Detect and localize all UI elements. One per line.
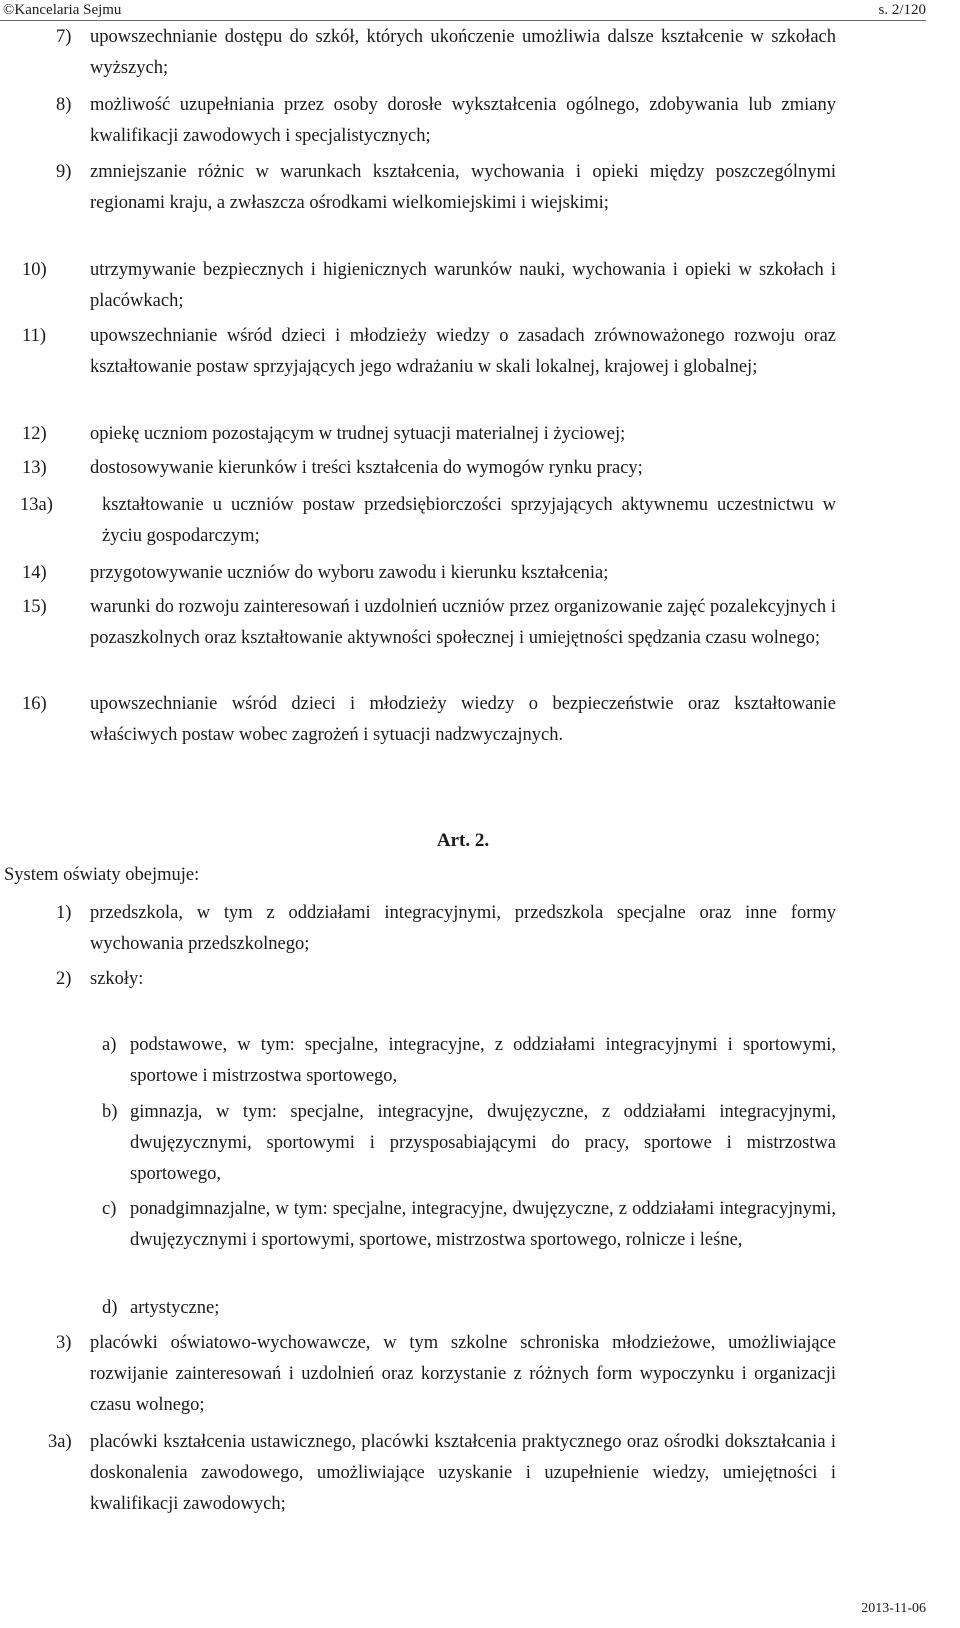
sub-list-item-letter: a) <box>102 1035 117 1055</box>
sub-list-item <box>102 1097 836 1190</box>
list-item-text: opiekę uczniom pozostającym w trudnej sytuacji materialnej i życiowej; <box>90 424 626 444</box>
list-item-text: placówki oświatowo-wychowawcze, w tym szkolne schroniska młodzieżowe, umożliwiające rozwijanie zainteresowań i uzdolnień oraz korzystanie z różnych form wypoczynku i organizacji czasu wolnego; <box>90 1333 836 1415</box>
list-item-text: placówki kształcenia ustawicznego, placówki kształcenia praktycznego oraz ośrodki dokształcania i doskonalenia zawodowego, umożliwiające uzyskanie i uzupełnienie wiedzy, umiejętności i kwalifikacji zawodowych; <box>90 1432 836 1514</box>
list-item-text: upowszechnianie wśród dzieci i młodzieży wiedzy o zasadach zrównoważonego rozwoju oraz kształtowanie postaw sprzyjających jego wdrażaniu w skali lokalnej, krajowej i globalnej; <box>90 326 836 377</box>
list-item-text: utrzymywanie bezpiecznych i higienicznych warunków nauki, wychowania i opieki w szkołach i placówkach; <box>90 260 836 311</box>
list-item-text: kształtowanie u uczniów postaw przedsiębiorczości sprzyjających aktywnemu uczestnictwu w życiu gospodarczym; <box>102 495 836 546</box>
list-item-number: 12) <box>22 424 47 444</box>
list-item-number: 2) <box>56 969 72 989</box>
list-item-number: 8) <box>56 95 72 115</box>
list-item <box>56 898 836 960</box>
list-item-number: 10) <box>22 260 47 280</box>
list-item-number: 11) <box>22 326 46 346</box>
list-item-number: 1) <box>56 903 72 923</box>
list-item <box>22 558 836 589</box>
sub-list-item-text: ponadgimnazjalne, w tym: specjalne, integracyjne, dwujęzyczne, z oddziałami integracyjnymi, dwujęzycznymi i sportowymi, sportowe, mistrzostwa sportowego, rolnicze i leśne, <box>130 1199 836 1250</box>
list-item <box>22 689 836 751</box>
list-item-number: 7) <box>56 27 72 47</box>
article-lead: System oświaty obejmuje: <box>4 865 200 885</box>
sub-list-item <box>102 1194 836 1256</box>
list-item <box>56 1328 836 1421</box>
sub-list-item-text: artystyczne; <box>130 1298 220 1318</box>
list-item <box>22 255 836 317</box>
copyright-label: ©Kancelaria Sejmu <box>3 2 122 18</box>
document-date: 2013-11-06 <box>861 1601 926 1616</box>
list-item-number: 13) <box>22 458 47 478</box>
page-number: s. 2/120 <box>878 2 926 18</box>
list-item-text: zmniejszanie różnic w warunkach kształcenia, wychowania i opieki między poszczególnymi regionami kraju, a zwłaszcza ośrodkami wielkomiejskimi i wiejskimi; <box>90 162 836 213</box>
sub-list-item-letter: c) <box>102 1199 117 1219</box>
list-item <box>48 1427 836 1520</box>
list-item-number: 3) <box>56 1333 72 1353</box>
sub-list-item-letter: d) <box>102 1298 118 1318</box>
list-item <box>56 90 836 152</box>
sub-list-item <box>102 1030 836 1092</box>
sub-list-item-letter: b) <box>102 1102 118 1122</box>
list-item-number: 14) <box>22 563 47 583</box>
list-item <box>22 321 836 383</box>
list-item-number: 16) <box>22 694 47 714</box>
list-item-number: 3a) <box>48 1432 72 1452</box>
list-item-number: 15) <box>22 597 47 617</box>
list-item-text: dostosowywanie kierunków i treści kształcenia do wymogów rynku pracy; <box>90 458 643 478</box>
list-item-text: szkoły: <box>90 969 144 989</box>
list-item-text: upowszechnianie dostępu do szkół, których ukończenie umożliwia dalsze kształcenie w szkołach wyższych; <box>90 27 836 78</box>
list-item-text: przedszkola, w tym z oddziałami integracyjnymi, przedszkola specjalne oraz inne formy wychowania przedszkolnego; <box>90 903 836 954</box>
page-header <box>0 0 926 21</box>
list-item <box>56 22 836 84</box>
list-item <box>56 964 836 995</box>
sub-list-item-text: podstawowe, w tym: specjalne, integracyjne, z oddziałami integracyjnymi i sportowymi, sportowe i mistrzostwa sportowego, <box>130 1035 836 1086</box>
list-item-text: przygotowywanie uczniów do wyboru zawodu i kierunku kształcenia; <box>90 563 609 583</box>
list-item <box>20 490 836 552</box>
list-item-number: 13a) <box>20 495 53 515</box>
sub-list-item-text: gimnazja, w tym: specjalne, integracyjne, dwujęzyczne, z oddziałami integracyjnymi, dwujęzycznymi, sportowymi i przysposabiającymi do pracy, sportowe i mistrzostwa sportowego, <box>130 1102 836 1184</box>
list-item-text: upowszechnianie wśród dzieci i młodzieży wiedzy o bezpieczeństwie oraz kształtowanie właściwych postaw wobec zagrożeń i sytuacji nadzwyczajnych. <box>90 694 836 745</box>
list-item <box>56 157 836 219</box>
article-heading: Art. 2. <box>436 830 490 851</box>
list-item <box>22 419 836 450</box>
list-item <box>22 592 836 654</box>
list-item <box>22 453 836 484</box>
sub-list-item <box>102 1293 836 1324</box>
list-item-number: 9) <box>56 162 72 182</box>
list-item-text: warunki do rozwoju zainteresowań i uzdolnień uczniów przez organizowanie zajęć pozalekcyjnych i pozaszkolnych oraz kształtowanie aktywności społecznej i umiejętności spędzania czasu wolnego; <box>90 597 836 648</box>
list-item-text: możliwość uzupełniania przez osoby dorosłe wykształcenia ogólnego, zdobywania lub zmiany kwalifikacji zawodowych i specjalistycznych; <box>90 95 836 146</box>
